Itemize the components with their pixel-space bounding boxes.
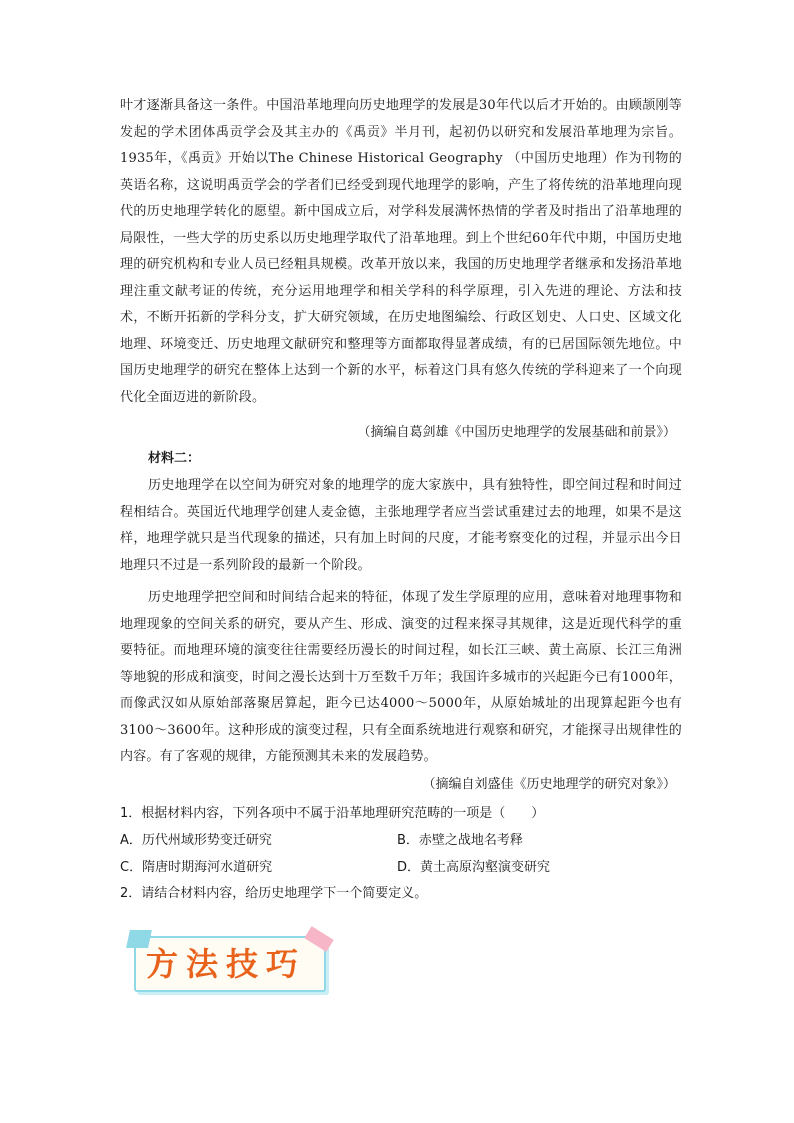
material-two-source: （摘编自刘盛佳《历史地理学的研究对象》） bbox=[422, 777, 676, 792]
material-two-paragraph-1: 历史地理学在以空间为研究对象的地理学的庞大家族中，具有独特性，即空间过程和时间过程相结合。英国近代地理学创建人麦金德，主张地理学者应当尝试重建过去的地理，如果不是这样，地理学就只是当代现象的描述，只有加上时间的尺度，才能考察变化的过程，并显示出今日地理只不过是一系列阶段的最新一个阶段。 bbox=[120, 478, 682, 573]
material-two-label: 材料二： bbox=[148, 451, 201, 466]
question-2: 2．请结合材料内容，给历史地理学下一个简要定义。 bbox=[120, 886, 428, 901]
option-c: C．隋唐时期海河水道研究 bbox=[120, 860, 273, 875]
material-one-paragraph: 叶才逐渐具备这一条件。中国沿革地理向历史地理学的发展是30年代以后才开始的。由顾颉刚等发起的学术团体禹贡学会及其主办的《禹贡》半月刊，起初仍以研究和发展沿革地理为宗旨。1935年，《禹贡》开始以The Chinese Historical Geography （中国历史地理）作为刊物的英语名称，这说明禹贡学会的学者们已经受到现代地理学的影响，产生了将传统的沿革地理向现代的历史地理学转化的愿望。新中国成立后，对学科发展满怀热情的学者及时指出了沿革地理的局限性，一些大学的历史系以历史地理学取代了沿革地理。到上个世纪60年代中期，中国历史地理的研究机构和专业人员已经粗具规模。改革开放以来，我国的历史地理学者继承和发扬沿革地理注重文献考证的传统，充分运用地理学和相关学科的科学原理，引入先进的理论、方法和技术，不断开拓新的学科分支，扩大研究领域，在历史地图编绘、行政区划史、人口史、区域文化地理、环境变迁、历史地理文献研究和整理等方面都取得显著成绩，有的已居国际领先地位。中国历史地理学的研究在整体上达到一个新的水平，标着这门具有悠久传统的学科迎来了一个向现代化全面迈进的新阶段。 bbox=[120, 98, 682, 405]
method-tips-badge bbox=[128, 930, 332, 994]
badge-title: 方法技巧 bbox=[146, 945, 307, 983]
material-one-source: （摘编自葛剑雄《中国历史地理学的发展基础和前景》） bbox=[357, 425, 676, 440]
option-a: A．历代州域形势变迁研究 bbox=[120, 833, 272, 848]
material-two-paragraph-2: 历史地理学把空间和时间结合起来的特征，体现了发生学原理的应用，意味着对地理事物和地理现象的空间关系的研究，要从产生、形成、演变的过程来探寻其规律，这是近现代科学的重要特征。而地理环境的演变往往需要经历漫长的时间过程，如长江三峡、黄土高原、长江三角洲等地貌的形成和演变，时间之漫长达到十万至数千万年；我国许多城市的兴起距今已有1000年，而像武汉如从原始部落聚居算起，距今已达4000～5000年，从原始城址的出现算起距今也有3100～3600年。这种形成的演变过程，只有全面系统地进行观察和研究，才能探寻出规律性的内容。有了客观的规律，方能预测其未来的发展趋势。 bbox=[120, 590, 682, 764]
question-1: 1．根据材料内容，下列各项中不属于沿革地理研究范畴的一项是（ ） bbox=[120, 806, 545, 821]
option-d: D．黄土高原沟壑演变研究 bbox=[397, 860, 551, 875]
option-b: B．赤壁之战地名考释 bbox=[397, 833, 523, 848]
